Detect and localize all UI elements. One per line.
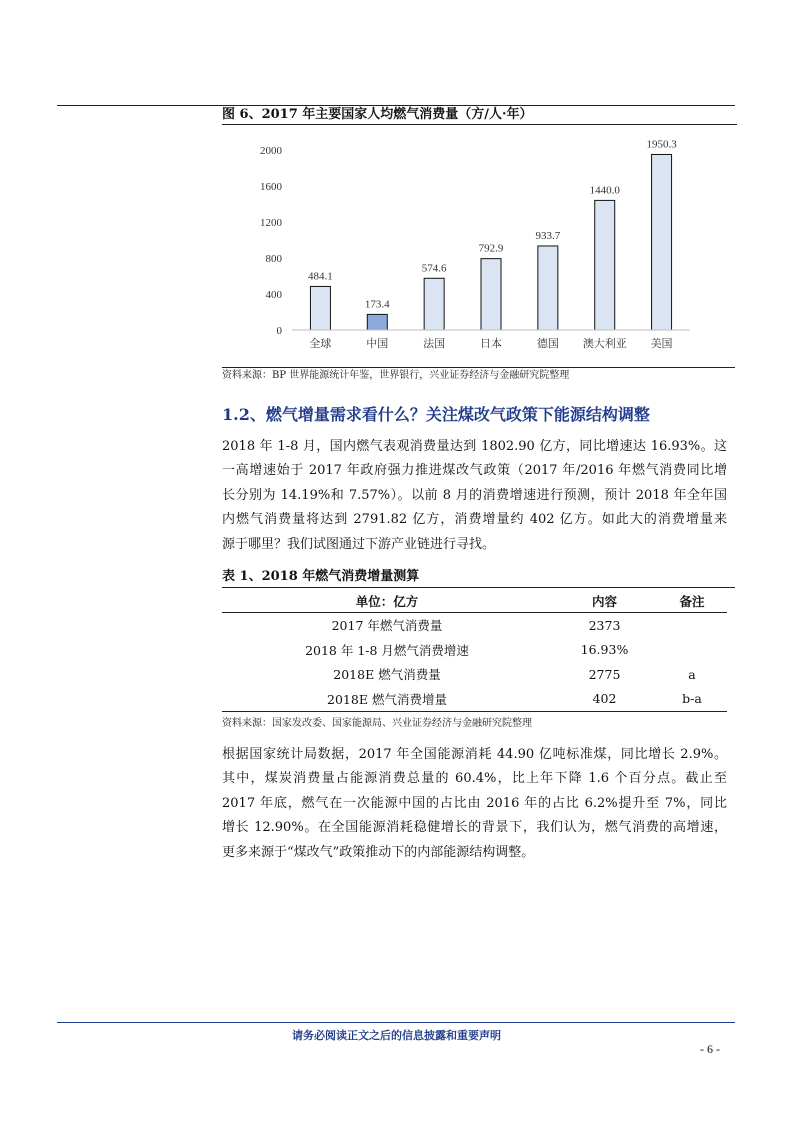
x-tick-label: 法国 <box>423 337 446 350</box>
y-tick-label: 400 <box>265 289 282 301</box>
paragraph-line: 一高增速始于 2017 年政府强力推进煤改气政策（2017 年/2016 年燃气消费同比增 <box>222 463 727 479</box>
figure-source: 资料来源：BP 世界能源统计年鉴，世界银行，兴业证券经济与金融研究院整理 <box>222 367 735 384</box>
x-tick-label: 澳大利亚 <box>582 337 627 350</box>
disclaimer-note: 请务必阅读正文之后的信息披露和重要声明 <box>292 1029 501 1042</box>
paragraph-line: 源于哪里？我们试图通过下游产业链进行寻找。 <box>222 536 496 552</box>
table-cell: 402 <box>552 687 657 712</box>
table-header-unit: 单位：亿方 <box>222 589 552 613</box>
table-source: 资料来源：国家发改委、国家能源局、兴业证券经济与金融研究院整理 <box>222 718 532 729</box>
x-tick-label: 中国 <box>366 337 389 350</box>
paragraph-2 <box>222 743 727 865</box>
paragraph-line: 长分别为 14.19%和 7.57%）。以前 8 月的消费增速进行预测，预计 2018 年全年国 <box>222 487 727 503</box>
bar-chart <box>222 128 735 364</box>
table-title: 表 1、2018 年燃气消费增量测算 <box>222 567 735 588</box>
data-label: 1440.0 <box>589 184 620 197</box>
y-tick-label: 1200 <box>260 217 282 229</box>
bar <box>424 278 444 330</box>
table-cell: 2775 <box>588 666 621 682</box>
table-header-content: 内容 <box>552 589 657 613</box>
table-row <box>222 687 727 712</box>
bar <box>652 154 672 330</box>
consumption-table <box>222 589 727 712</box>
x-tick-label: 美国 <box>650 337 673 350</box>
page-number: - 6 - <box>700 1042 720 1056</box>
data-label: 933.7 <box>535 229 561 242</box>
table-header-note: 备注 <box>657 589 727 613</box>
table-cell: 2017 年燃气消费量 <box>331 618 443 634</box>
data-label: 484.1 <box>308 270 333 283</box>
paragraph-line: 内燃气消费量将达到 2791.82 亿方，消费增量约 402 亿方。如此大的消费增量来 <box>222 512 727 528</box>
x-tick-label: 日本 <box>480 337 502 350</box>
bar <box>538 246 558 330</box>
x-tick-label: 德国 <box>536 337 559 350</box>
bar <box>367 314 387 330</box>
bar <box>481 259 501 330</box>
data-label: 1950.3 <box>646 138 677 151</box>
data-label: 792.9 <box>478 242 504 255</box>
table-cell: b-a <box>657 687 727 712</box>
footer-rule <box>57 1022 735 1023</box>
table-cell: 2018E 燃气消费量 <box>333 667 441 683</box>
paragraph-line: 其中，煤炭消费量占能源消费总量的 60.4%，比上年下降 1.6 个百分点。截止至 <box>222 771 727 787</box>
y-tick-label: 0 <box>276 325 282 337</box>
paragraph-line: 2017 年底，燃气在一次能源中国的占比由 2016 年的占比 6.2%提升至 7%，同比 <box>222 795 727 811</box>
figure-title: 图 6、2017 年主要国家人均燃气消费量（方/人·年） <box>222 106 737 125</box>
y-tick-label: 2000 <box>260 145 282 157</box>
paragraph-line: 根据国家统计局数据，2017 年全国能源消耗 44.90 亿吨标准煤，同比增长 2.9%。 <box>222 747 727 762</box>
data-label: 173.4 <box>364 298 390 311</box>
table-cell: 2018 年 1-8 月燃气消费增速 <box>305 642 469 658</box>
table-cell: 2018E 燃气消费增量 <box>222 687 552 712</box>
table-cell <box>657 613 727 638</box>
x-tick-label: 全球 <box>309 337 332 350</box>
y-tick-label: 1600 <box>260 181 282 193</box>
table-row <box>222 662 727 687</box>
table-cell <box>657 638 727 663</box>
section-heading: 1.2、燃气增量需求看什么？关注煤改气政策下能源结构调整 <box>222 405 650 424</box>
paragraph-1 <box>222 435 727 557</box>
bar <box>310 286 330 330</box>
table-row <box>222 613 727 638</box>
paragraph-line: 增长 12.90%。在全国能源消耗稳健增长的背景下，我们认为，燃气消费的高增速， <box>222 820 727 836</box>
table-row <box>222 638 727 663</box>
table-cell: a <box>688 666 696 682</box>
data-label: 574.6 <box>421 262 447 275</box>
y-tick-label: 800 <box>265 253 282 265</box>
table-cell: 16.93% <box>580 642 629 658</box>
paragraph-line: 2018 年 1-8 月，国内燃气表观消费量达到 1802.90 亿方，同比增速达 16.93%。这 <box>222 439 727 454</box>
table-header-row <box>222 589 727 613</box>
table-cell: 2373 <box>588 617 621 633</box>
paragraph-line: 更多来源于“煤改气”政策推动下的内部能源结构调整。 <box>222 844 535 860</box>
bar <box>595 200 615 330</box>
